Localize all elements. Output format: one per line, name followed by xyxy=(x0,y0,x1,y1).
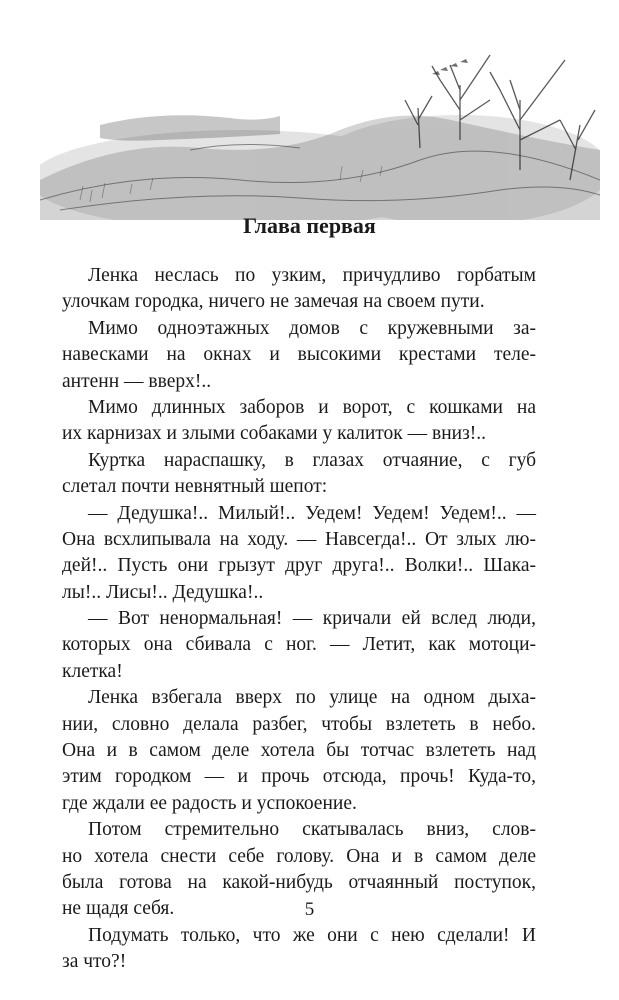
text-line: за что?! xyxy=(62,951,127,973)
text-line: клетка! xyxy=(62,660,123,682)
text-line: — Вот ненормальная! — кричали ей вслед люди, xyxy=(88,608,536,630)
text-line: Она и в самом деле хотела бы тотчас взлететь над xyxy=(62,740,536,762)
text-line: была готова на какой-нибудь отчаянный поступок, xyxy=(62,871,536,893)
chapter-body-text xyxy=(62,263,536,976)
text-line: улочкам городка, ничего не замечая на своем пути. xyxy=(62,291,485,313)
text-line: их карнизах и злыми собаками у калиток — вниз!.. xyxy=(62,423,487,445)
text-line: но хотела снести себе голову. Она и в самом деле xyxy=(62,845,536,867)
chapter-title: Глава первая xyxy=(243,213,376,238)
text-line: навесками на окнах и высокими крестами теле- xyxy=(62,344,536,366)
page-number: 5 xyxy=(304,899,315,920)
text-line: не щадя себя. xyxy=(62,898,175,920)
text-line: лы!.. Лисы!.. Дедушка!.. xyxy=(62,581,264,603)
text-line: Ленка неслась по узким, причудливо горбатым xyxy=(88,265,536,286)
text-line: Ленка взбегала вверх по улице на одном дыха- xyxy=(88,687,536,709)
text-line: этим городком — и прочь отсюда, прочь! Куда-то, xyxy=(62,766,536,788)
text-line: которых она сбивала с ног. — Летит, как мотоци- xyxy=(62,634,536,656)
text-line: Мимо длинных заборов и ворот, с кошками на xyxy=(88,396,536,418)
text-line: Подумать только, что же они с нею сделали! И xyxy=(88,924,536,946)
text-line: антенн — вверх!.. xyxy=(62,370,212,392)
text-line: Мимо одноэтажных домов с кружевными за- xyxy=(88,317,536,339)
text-line: Потом стремительно скатывалась вниз, слов- xyxy=(88,819,536,841)
text-line: Она всхлипывала на ходу. — Навсегда!.. От злых лю- xyxy=(62,528,536,550)
winter-landscape-illustration xyxy=(40,30,600,220)
text-line: Куртка нараспашку, в глазах отчаяние, с губ xyxy=(88,449,536,471)
text-line: — Дедушка!.. Милый!.. Уедем! Уедем! Уедем!.. — xyxy=(88,502,536,524)
text-line: слетал почти невнятный шепот: xyxy=(62,476,328,498)
text-line: нии, словно делала разбег, чтобы взлететь в небо. xyxy=(62,713,536,735)
text-line: где ждали ее радость и успокоение. xyxy=(62,792,357,814)
text-line: дей!.. Пусть они грызут друг друга!.. Волки!.. Шака- xyxy=(62,555,536,577)
